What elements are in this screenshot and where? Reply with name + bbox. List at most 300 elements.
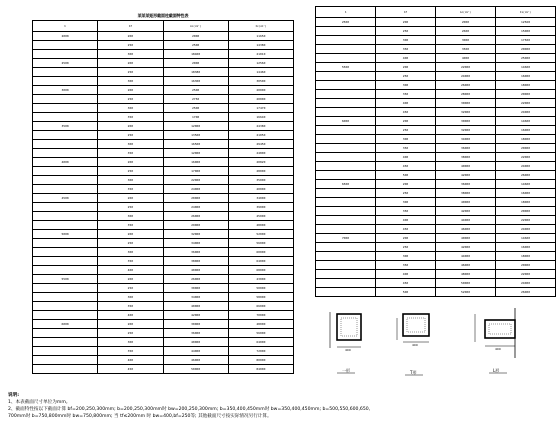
right-table-cell xyxy=(316,108,376,117)
left-table-cell: 20000 xyxy=(163,194,228,203)
right-table-cell: 22000 xyxy=(496,153,556,162)
right-table-cell: 18000 xyxy=(496,252,556,261)
left-table-cell: 43000 xyxy=(228,275,293,284)
right-table-cell: 6500 xyxy=(316,180,376,189)
table-row xyxy=(33,32,294,41)
right-table-cell: 500 xyxy=(376,288,436,297)
left-table-cell: 250 xyxy=(98,329,163,338)
right-table-header-cell: Ac(cm²) xyxy=(436,7,496,18)
left-table-cell: 34000 xyxy=(228,194,293,203)
right-table-cell: 30000 xyxy=(436,99,496,108)
table-row xyxy=(316,126,556,135)
left-table-cell: 16300 xyxy=(163,77,228,86)
left-table-cell xyxy=(33,311,98,320)
left-table-cell: 16500 xyxy=(163,140,228,149)
left-table-cell: 29000 xyxy=(163,221,228,230)
right-table-cell: 20000 xyxy=(496,90,556,99)
right-table-cell: 24000 xyxy=(496,162,556,171)
right-table-cell: 450 xyxy=(376,225,436,234)
left-table-cell: 250 xyxy=(98,131,163,140)
left-table-cell: 450 xyxy=(98,365,163,374)
left-table-cell: 28000 xyxy=(228,167,293,176)
right-table-header-row xyxy=(316,7,556,18)
table-row xyxy=(316,243,556,252)
table-row xyxy=(316,180,556,189)
notes-header: 说明: xyxy=(8,393,20,398)
left-table-cell: 400 xyxy=(98,266,163,275)
table-row xyxy=(316,261,556,270)
left-table-cell: 350 xyxy=(98,185,163,194)
left-table-cell: 50000 xyxy=(163,365,228,374)
table-row xyxy=(33,266,294,275)
right-table-cell: 36000 xyxy=(436,144,496,153)
left-table-cell: 250 xyxy=(98,68,163,77)
left-table-cell: 11650 xyxy=(228,32,293,41)
left-table-cell: 300 xyxy=(98,338,163,347)
left-table-cell: 34000 xyxy=(163,239,228,248)
left-table-cell: 13500 xyxy=(163,131,228,140)
left-table-cell xyxy=(33,203,98,212)
left-table-header-cell: Ac(cm²) xyxy=(163,21,228,32)
right-table-cell: 22000 xyxy=(436,63,496,72)
right-table-cell: 42000 xyxy=(436,243,496,252)
left-table-cell: 2000 xyxy=(163,32,228,41)
right-table-cell: 300 xyxy=(376,135,436,144)
left-table-cell: 56000 xyxy=(228,239,293,248)
right-table-cell: 350 xyxy=(376,207,436,216)
left-table-cell xyxy=(33,167,98,176)
table-row xyxy=(33,59,294,68)
right-table-cell: 450 xyxy=(376,162,436,171)
right-table-cell: 14600 xyxy=(496,234,556,243)
table-row xyxy=(316,189,556,198)
table-row xyxy=(33,41,294,50)
right-table-cell: 40000 xyxy=(436,198,496,207)
left-table-cell: 24800 xyxy=(228,149,293,158)
right-table-cell: 16000 xyxy=(496,243,556,252)
right-table-cell: 350 xyxy=(376,90,436,99)
table-row xyxy=(316,207,556,216)
left-table-cell: 12000 xyxy=(163,149,228,158)
left-table-cell xyxy=(33,239,98,248)
right-table-cell: 24000 xyxy=(496,108,556,117)
right-table-cell: 36000 xyxy=(436,180,496,189)
right-table-cell: 2000 xyxy=(436,18,496,27)
table-row xyxy=(316,198,556,207)
left-table-cell xyxy=(33,140,98,149)
right-table-cell xyxy=(316,90,376,99)
section-diagrams xyxy=(315,302,556,388)
table-row xyxy=(33,293,294,302)
left-data-grid xyxy=(32,20,294,374)
right-table-cell: 24000 xyxy=(496,225,556,234)
right-table-cell: 26000 xyxy=(496,171,556,180)
table-row xyxy=(33,158,294,167)
table-row xyxy=(33,176,294,185)
right-table-cell: 5500 xyxy=(316,63,376,72)
right-table-cell: 400 xyxy=(376,270,436,279)
left-table-cell xyxy=(33,356,98,365)
table-row xyxy=(33,347,294,356)
left-table-cell: 48000 xyxy=(228,320,293,329)
left-table-cell: 200 xyxy=(98,158,163,167)
right-table-cell: 7000 xyxy=(316,234,376,243)
right-table-cell xyxy=(316,153,376,162)
right-table-header-cell: bf xyxy=(376,7,436,18)
table-row xyxy=(33,149,294,158)
left-table-cell: 200 xyxy=(98,230,163,239)
right-table-cell: 24000 xyxy=(496,279,556,288)
right-table-cell: 44000 xyxy=(436,216,496,225)
diagram-one-shape xyxy=(330,312,361,373)
right-table-cell: 30000 xyxy=(436,117,496,126)
right-table-cell: 14600 xyxy=(496,117,556,126)
left-table-cell: 58000 xyxy=(228,293,293,302)
left-table-cell xyxy=(33,41,98,50)
table-row xyxy=(316,72,556,81)
table-row xyxy=(316,54,556,63)
right-table-cell: 24000 xyxy=(436,72,496,81)
left-table-cell: 18400 xyxy=(163,50,228,59)
left-table-cell: 300 xyxy=(98,212,163,221)
left-table-cell: 44000 xyxy=(163,347,228,356)
right-table-cell: 14600 xyxy=(496,180,556,189)
table-row xyxy=(316,144,556,153)
table-row xyxy=(33,239,294,248)
table-row xyxy=(316,45,556,54)
left-table-cell: 42000 xyxy=(163,311,228,320)
table-row xyxy=(33,212,294,221)
left-table-cell xyxy=(33,221,98,230)
right-table-cell xyxy=(316,225,376,234)
left-table-cell: 1700 xyxy=(163,113,228,122)
table-row xyxy=(316,288,556,297)
right-table-cell: 200 xyxy=(376,117,436,126)
left-table-cell: 250 xyxy=(98,284,163,293)
left-table-cell xyxy=(33,95,98,104)
right-table-cell: 18000 xyxy=(496,135,556,144)
left-table-cell xyxy=(33,266,98,275)
left-table-cell: 24000 xyxy=(163,203,228,212)
left-table-cell xyxy=(33,149,98,158)
right-table-cell: 20000 xyxy=(496,45,556,54)
left-table-cell: 20000 xyxy=(228,95,293,104)
left-table-cell: 350 xyxy=(98,347,163,356)
notes-section xyxy=(8,392,553,432)
notes-line-1: 1、本表截面尺寸单位为mm。 xyxy=(8,400,71,405)
left-table-cell: 6000 xyxy=(33,320,98,329)
right-table-cell xyxy=(316,261,376,270)
table-row xyxy=(33,86,294,95)
left-table-cell xyxy=(33,365,98,374)
diagram-t-dim: 400 xyxy=(412,343,418,347)
left-table-cell: 5000 xyxy=(33,230,98,239)
left-table-cell xyxy=(33,257,98,266)
table-row xyxy=(33,167,294,176)
right-table-cell: 250 xyxy=(376,189,436,198)
table-row xyxy=(33,320,294,329)
left-table-cell xyxy=(33,347,98,356)
left-table-cell: 400 xyxy=(98,356,163,365)
left-table-cell: 40000 xyxy=(163,266,228,275)
diagram-one-label: 一形 xyxy=(342,368,350,373)
left-table-cell xyxy=(33,248,98,257)
left-table-cell: 32000 xyxy=(163,230,228,239)
left-table-cell: 300 xyxy=(98,248,163,257)
left-table-cell: 46000 xyxy=(163,356,228,365)
left-table-cell: 20000 xyxy=(228,86,293,95)
left-table-cell: 4500 xyxy=(33,194,98,203)
right-table-cell: 400 xyxy=(376,99,436,108)
right-data-grid xyxy=(315,6,556,297)
right-table-cell: 350 xyxy=(376,45,436,54)
right-table-cell: 2600 xyxy=(436,27,496,36)
right-table-cell: 52000 xyxy=(436,288,496,297)
left-table-cell: 39000 xyxy=(228,203,293,212)
right-table-cell: 34000 xyxy=(436,135,496,144)
left-table-cell: 30000 xyxy=(163,284,228,293)
left-table-cell: 350 xyxy=(98,257,163,266)
table-row xyxy=(316,18,556,27)
table-row xyxy=(33,284,294,293)
left-table-cell: 30000 xyxy=(163,320,228,329)
right-table-cell xyxy=(316,279,376,288)
table-row xyxy=(33,140,294,149)
left-table-cell: 40000 xyxy=(163,338,228,347)
left-table-cell: 52000 xyxy=(228,230,293,239)
right-table-cell: 18000 xyxy=(496,198,556,207)
table-row xyxy=(316,135,556,144)
left-table-cell: 16000 xyxy=(163,158,228,167)
right-table-cell: 250 xyxy=(376,126,436,135)
left-table-cell: 300 xyxy=(98,293,163,302)
left-table-cell: 300 xyxy=(98,140,163,149)
table-row xyxy=(316,90,556,99)
right-table-cell: 3000 xyxy=(436,36,496,45)
left-table-cell: 36000 xyxy=(163,329,228,338)
table-row xyxy=(33,311,294,320)
right-table-header-cell: Ix(cm⁴) xyxy=(496,7,556,18)
diagram-l-label: L形 xyxy=(493,368,500,373)
left-table-cell: 16640 xyxy=(228,113,293,122)
right-table-cell: 4000 xyxy=(436,54,496,63)
right-table-cell: 28000 xyxy=(436,90,496,99)
left-table-cell xyxy=(33,77,98,86)
left-table-cell: 17470 xyxy=(228,104,293,113)
left-table-cell: 20820 xyxy=(228,158,293,167)
right-table-cell: 22000 xyxy=(496,99,556,108)
table-row xyxy=(33,95,294,104)
table-row xyxy=(33,302,294,311)
table-row xyxy=(316,234,556,243)
left-table-cell xyxy=(33,50,98,59)
left-table-cell: 2500 xyxy=(33,59,98,68)
right-table-cell: 22000 xyxy=(496,216,556,225)
left-table-cell: 350 xyxy=(98,302,163,311)
left-table-cell xyxy=(33,284,98,293)
right-table-cell: 20000 xyxy=(496,207,556,216)
notes-line-3: 700mm时 b=750,800mm时 bw=750,800mm; 当 tf≤200mm 时 bw=400,bf=250等; 其他截面尺寸按实际情况另行计算。 xyxy=(8,414,272,419)
right-table-cell: 2500 xyxy=(316,18,376,27)
table-row xyxy=(316,108,556,117)
table-row xyxy=(316,270,556,279)
left-table-cell xyxy=(33,68,98,77)
left-table-cell: 2000 xyxy=(163,59,228,68)
left-table-cell xyxy=(33,113,98,122)
left-table-cell: 12000 xyxy=(163,122,228,131)
right-table-cell xyxy=(316,243,376,252)
left-table-cell: 29450 xyxy=(228,140,293,149)
right-table-cell: 350 xyxy=(376,261,436,270)
right-table-cell: 20000 xyxy=(496,261,556,270)
left-table-cell xyxy=(33,338,98,347)
right-table-cell: 450 xyxy=(376,108,436,117)
table-row xyxy=(316,117,556,126)
left-table-cell: 200 xyxy=(98,194,163,203)
right-table-cell: 12568 xyxy=(496,18,556,27)
table-row xyxy=(316,99,556,108)
left-table-cell xyxy=(33,293,98,302)
left-table-cell: 24000 xyxy=(163,185,228,194)
left-table-cell: 40000 xyxy=(228,185,293,194)
right-table-cell xyxy=(316,45,376,54)
right-table-cell: 300 xyxy=(376,36,436,45)
right-table-cell xyxy=(316,144,376,153)
right-table-cell: 3500 xyxy=(436,45,496,54)
right-table-cell xyxy=(316,135,376,144)
table-row xyxy=(316,27,556,36)
right-table-header-cell: h xyxy=(316,7,376,18)
table-row xyxy=(33,131,294,140)
left-table-cell: 300 xyxy=(98,50,163,59)
left-table-cell: 66000 xyxy=(228,302,293,311)
right-table-cell: 400 xyxy=(376,54,436,63)
right-table-cell: 200 xyxy=(376,63,436,72)
right-table-cell: 350 xyxy=(376,144,436,153)
table-row xyxy=(316,36,556,45)
right-table-cell: 38000 xyxy=(436,153,496,162)
right-table-cell: 42000 xyxy=(436,207,496,216)
right-table-cell: 48000 xyxy=(436,270,496,279)
right-table-cell: 20000 xyxy=(496,144,556,153)
table-row xyxy=(316,81,556,90)
right-table-cell xyxy=(316,207,376,216)
left-table-cell: 200 xyxy=(98,32,163,41)
right-table-cell xyxy=(316,162,376,171)
right-table-cell: 250 xyxy=(376,243,436,252)
right-table-cell xyxy=(316,216,376,225)
left-table-cell: 2750 xyxy=(163,95,228,104)
right-table-cell: 50000 xyxy=(436,279,496,288)
right-table-cell: 22000 xyxy=(496,270,556,279)
right-table-cell: 32000 xyxy=(436,126,496,135)
table-row xyxy=(33,122,294,131)
table-row xyxy=(33,338,294,347)
left-table-cell: 200 xyxy=(98,275,163,284)
table-row xyxy=(316,162,556,171)
right-table-cell xyxy=(316,189,376,198)
left-table-cell: 34000 xyxy=(163,293,228,302)
table-row xyxy=(33,50,294,59)
left-table-cell: 250 xyxy=(98,95,163,104)
right-table-cell: 16000 xyxy=(496,126,556,135)
right-table-cell: 16000 xyxy=(496,189,556,198)
right-table-cell: 40000 xyxy=(436,234,496,243)
table-row xyxy=(33,104,294,113)
right-table-cell: 300 xyxy=(376,81,436,90)
right-table-cell xyxy=(316,36,376,45)
diagram-one-dim: 400 xyxy=(345,348,351,352)
table-row xyxy=(316,252,556,261)
left-table-cell: 30500 xyxy=(228,77,293,86)
table-row xyxy=(33,329,294,338)
left-table-cell xyxy=(33,212,98,221)
left-table-cell: 60000 xyxy=(228,248,293,257)
left-table-header-row xyxy=(33,21,294,32)
right-table-cell: 26000 xyxy=(496,288,556,297)
left-table-cell: 64000 xyxy=(228,338,293,347)
left-table-cell xyxy=(33,104,98,113)
right-table-cell: 40000 xyxy=(436,162,496,171)
left-table-cell: 2500 xyxy=(163,86,228,95)
right-table-cell xyxy=(316,54,376,63)
right-table-cell: 200 xyxy=(376,234,436,243)
left-table-cell xyxy=(33,329,98,338)
left-table-cell: 350 xyxy=(98,221,163,230)
right-table-cell xyxy=(316,198,376,207)
left-table-cell: 48000 xyxy=(228,221,293,230)
table-row xyxy=(33,185,294,194)
right-table-cell: 400 xyxy=(376,216,436,225)
left-table-cell: 3000 xyxy=(33,86,98,95)
left-table-header-cell: Ix(cm⁴) xyxy=(228,21,293,32)
left-table-cell: 24380 xyxy=(228,122,293,131)
left-table-cell: 17000 xyxy=(163,167,228,176)
left-table-cell: 72000 xyxy=(228,347,293,356)
diagram-l-dim: 400 xyxy=(495,347,501,351)
right-table-cell xyxy=(316,252,376,261)
left-table-header-cell: h xyxy=(33,21,98,32)
left-table-cell: 250 xyxy=(98,239,163,248)
right-table-cell xyxy=(316,72,376,81)
left-table-cell: 70000 xyxy=(228,311,293,320)
diagram-t-label: T形 xyxy=(410,370,417,375)
left-table-cell: 4000 xyxy=(33,158,98,167)
left-table-cell: 2500 xyxy=(163,41,228,50)
table-row xyxy=(33,230,294,239)
left-table-cell xyxy=(33,131,98,140)
right-table-cell: 46000 xyxy=(436,261,496,270)
table-row xyxy=(33,203,294,212)
right-table-cell: 46000 xyxy=(436,225,496,234)
right-table-cell: 300 xyxy=(376,252,436,261)
right-table-cell: 250 xyxy=(376,27,436,36)
left-table-cell: 400 xyxy=(98,311,163,320)
table-row xyxy=(33,113,294,122)
left-table-cell: 350 xyxy=(98,113,163,122)
right-table-cell xyxy=(316,99,376,108)
left-table-title: 某某某矩形截面柱截面特性表 xyxy=(137,13,189,18)
right-table-cell: 250 xyxy=(376,72,436,81)
left-table-cell: 35000 xyxy=(228,176,293,185)
left-table-cell: 45000 xyxy=(228,212,293,221)
left-table-cell: 84000 xyxy=(228,365,293,374)
left-table-cell: 56000 xyxy=(228,329,293,338)
table-row xyxy=(316,171,556,180)
left-table-cell xyxy=(33,302,98,311)
right-table-cell: 18000 xyxy=(496,81,556,90)
left-table-cell: 300 xyxy=(98,176,163,185)
